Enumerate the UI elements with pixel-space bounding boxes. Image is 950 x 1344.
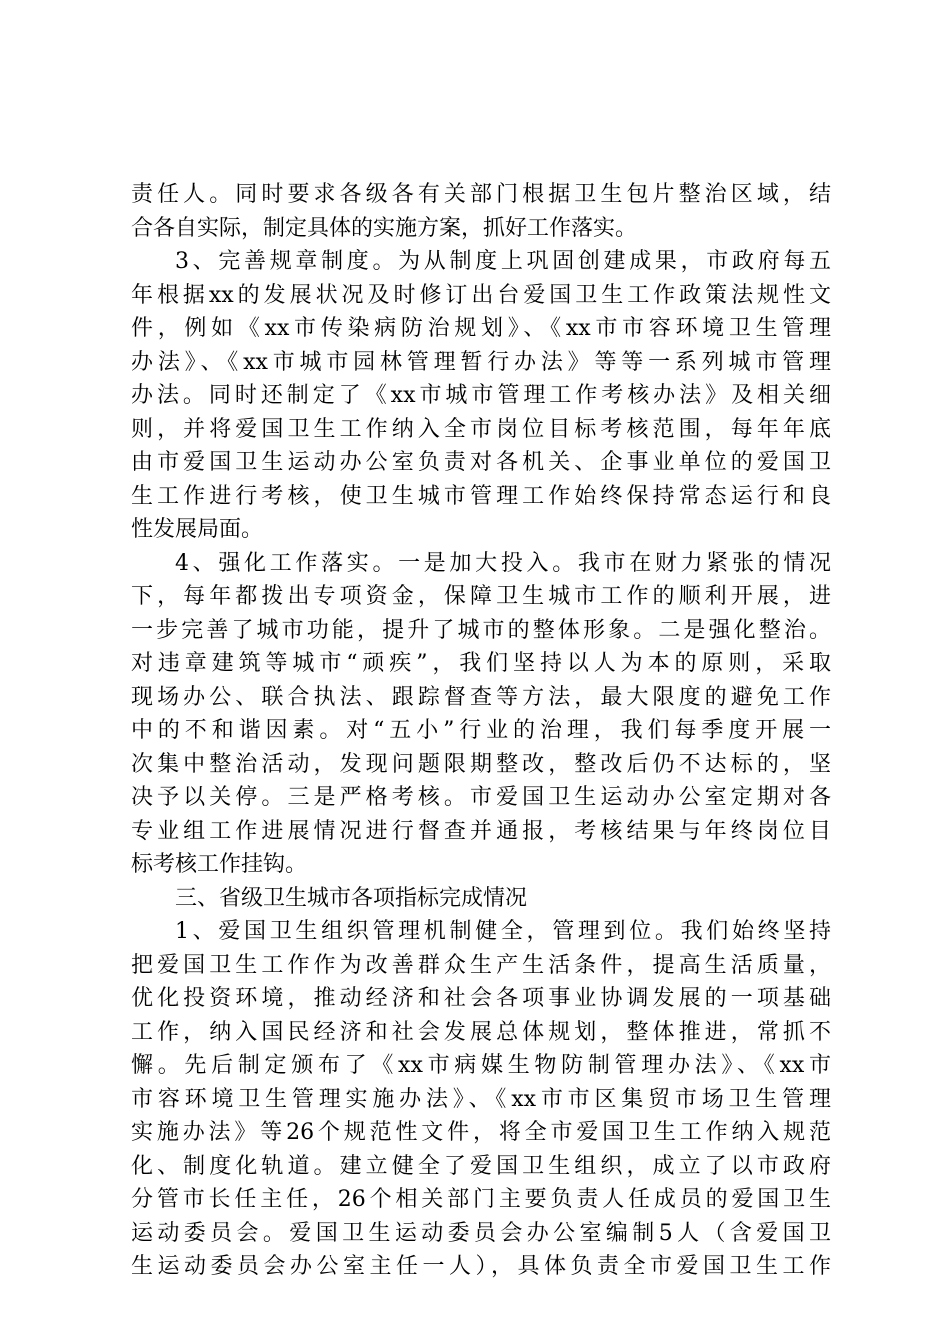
text-line: 合各自实际，制定具体的实施方案，抓好工作落实。 [131, 215, 638, 241]
text-line: 下，每年都拨出专项资金，保障卫生城市工作的顺利开展，进 [131, 584, 831, 609]
text-line: 办法。同时还制定了《xx市城市管理工作考核办法》及相关细 [131, 383, 831, 408]
text-line: 工作，纳入国民经济和社会发展总体规划，整体推进，常抓不 [131, 1019, 831, 1045]
text-line: 现场办公、联合执法、跟踪督查等方法，最大限度的避免工作 [131, 684, 831, 710]
text-line: 化、制度化轨道。建立健全了爱国卫生组织，成立了以市政府 [131, 1153, 831, 1179]
text-line: 运动委员会。爱国卫生运动委员会办公室编制5人（含爱国卫 [131, 1220, 831, 1246]
text-line: 对违章建筑等城市“顽疾”，我们坚持以人为本的原则，采取 [131, 651, 831, 676]
text-line: 决予以关停。三是严格考核。市爱国卫生运动办公室定期对各 [131, 785, 831, 810]
text-line: 标考核工作挂钩。 [131, 852, 308, 877]
text-line: 4、强化工作落实。一是加大投入。我市在财力紧张的情况 [175, 550, 831, 576]
text-line: 把爱国卫生工作作为改善群众生产生活条件，提高生活质量， [131, 952, 831, 978]
text-line: 由市爱国卫生运动办公室负责对各机关、企事业单位的爱国卫 [131, 450, 831, 475]
text-line: 件，例如《xx市传染病防治规划》、《xx市市容环境卫生管理 [131, 316, 831, 341]
text-line: 市容环境卫生管理实施办法》、《xx市市区集贸市场卫生管理 [131, 1086, 831, 1112]
text-line: 次集中整治活动，发现问题限期整改，整改后仍不达标的，坚 [131, 751, 831, 777]
text-line: 生运动委员会办公室主任一人），具体负责全市爱国卫生工作 [131, 1254, 831, 1279]
text-line: 1、爱国卫生组织管理机制健全，管理到位。我们始终坚持 [175, 919, 831, 944]
text-line: 则，并将爱国卫生工作纳入全市岗位目标考核范围，每年年底 [131, 416, 831, 442]
text-line: 一步完善了城市功能，提升了城市的整体形象。二是强化整治。 [131, 617, 831, 643]
text-line: 办法》、《xx市城市园林管理暂行办法》等等一系列城市管理 [131, 349, 831, 375]
text-line: 生工作进行考核，使卫生城市管理工作始终保持常态运行和良 [131, 483, 831, 509]
text-line: 实施办法》等26个规范性文件，将全市爱国卫生工作纳入规范 [131, 1120, 831, 1145]
text-line: 懈。先后制定颁布了《xx市病媒生物防制管理办法》、《xx市 [131, 1053, 831, 1078]
text-line: 优化投资环境，推动经济和社会各项事业协调发展的一项基础 [131, 986, 831, 1011]
text-line: 年根据xx的发展状况及时修订出台爱国卫生工作政策法规性文 [131, 282, 831, 308]
text-line: 专业组工作进展情况进行督查并通报，考核结果与年终岗位目 [131, 818, 831, 844]
text-line: 分管市长任主任，26个相关部门主要负责人任成员的爱国卫生 [131, 1187, 831, 1212]
text-line: 性发展局面。 [131, 517, 264, 542]
document-body [131, 178, 831, 1284]
text-line: 三、省级卫生城市各项指标完成情况 [175, 885, 528, 911]
text-line: 责任人。同时要求各级各有关部门根据卫生包片整治区域，结 [131, 182, 831, 207]
text-line: 3、完善规章制度。为从制度上巩固创建成果，市政府每五 [175, 249, 831, 274]
text-line: 中的不和谐因素。对“五小”行业的治理，我们每季度开展一 [131, 718, 831, 743]
